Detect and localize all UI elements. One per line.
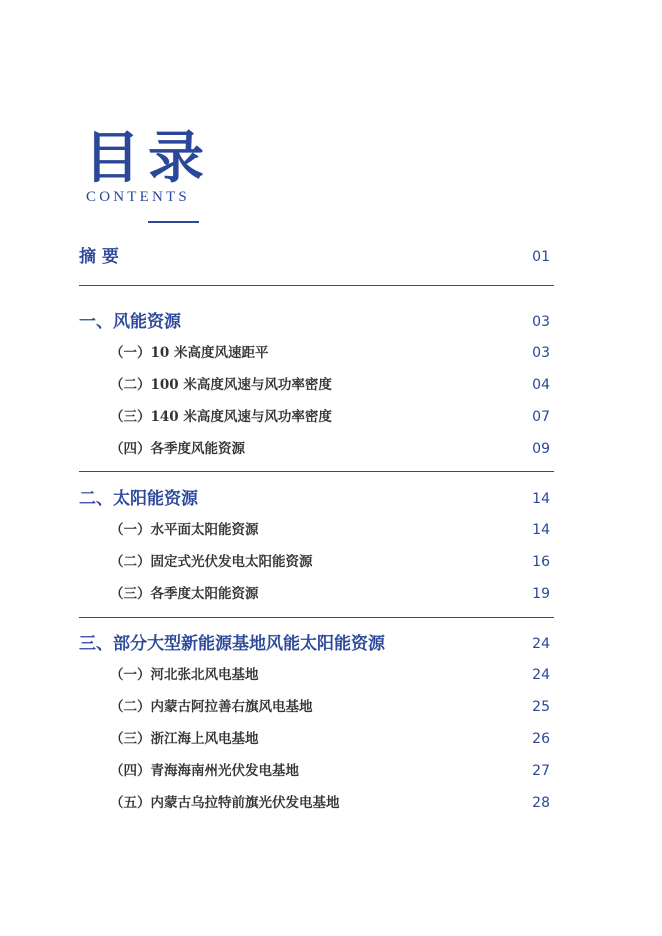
toc-page-number: 16 — [532, 554, 550, 570]
toc-item-label: （一）水平面太阳能资源 — [110, 522, 259, 538]
toc-item[interactable] — [79, 518, 550, 542]
toc-section-bases[interactable] — [79, 632, 550, 656]
toc-item-label: （三）浙江海上风电基地 — [110, 731, 259, 747]
title-underline — [148, 221, 199, 223]
toc-item[interactable] — [79, 437, 550, 461]
toc-item[interactable] — [79, 727, 550, 751]
toc-item[interactable] — [79, 791, 550, 815]
toc-page-number: 25 — [532, 699, 550, 715]
toc-page-number: 07 — [532, 409, 550, 425]
section-divider — [79, 285, 554, 286]
toc-item[interactable] — [79, 695, 550, 719]
toc-page-number: 04 — [532, 377, 550, 393]
toc-page-number: 14 — [532, 491, 550, 507]
toc-item-label: （二）固定式光伏发电太阳能资源 — [110, 554, 313, 570]
toc-page-number: 01 — [532, 249, 550, 265]
toc-section-wind[interactable] — [79, 310, 550, 334]
toc-item-label: （四）各季度风能资源 — [110, 441, 245, 457]
section-divider — [79, 471, 554, 472]
toc-item[interactable] — [79, 663, 550, 687]
toc-page-number: 09 — [532, 441, 550, 457]
toc-item[interactable] — [79, 405, 550, 429]
toc-page-number: 24 — [532, 667, 550, 683]
toc-item[interactable] — [79, 373, 550, 397]
toc-item[interactable] — [79, 582, 550, 606]
toc-item-label: （三）各季度太阳能资源 — [110, 586, 259, 602]
toc-entry-abstract[interactable] — [79, 245, 550, 269]
toc-page-number: 24 — [532, 636, 550, 652]
toc-page-number: 03 — [532, 314, 550, 330]
page-subtitle: CONTENTS — [86, 189, 190, 205]
toc-section-label: 三、部分大型新能源基地风能太阳能资源 — [79, 634, 385, 654]
toc-section-label: 一、风能资源 — [79, 312, 181, 332]
page-title: 目录 — [84, 125, 212, 191]
toc-item[interactable] — [79, 550, 550, 574]
toc-item-label: （二）100 米高度风速与风功率密度 — [110, 377, 332, 393]
toc-page-number: 03 — [532, 345, 550, 361]
toc-item-label: （五）内蒙古乌拉特前旗光伏发电基地 — [110, 795, 340, 811]
toc-item-label: （三）140 米高度风速与风功率密度 — [110, 409, 332, 425]
toc-item[interactable] — [79, 759, 550, 783]
toc-item-label: （一）10 米高度风速距平 — [110, 345, 269, 361]
section-divider — [79, 617, 554, 618]
toc-page-number: 26 — [532, 731, 550, 747]
toc-page-number: 14 — [532, 522, 550, 538]
toc-entry-label: 摘 要 — [79, 247, 119, 267]
toc-item-label: （四）青海海南州光伏发电基地 — [110, 763, 299, 779]
toc-section-label: 二、太阳能资源 — [79, 489, 198, 509]
toc-item[interactable] — [79, 341, 550, 365]
toc-item-label: （一）河北张北风电基地 — [110, 667, 259, 683]
toc-item-label: （二）内蒙古阿拉善右旗风电基地 — [110, 699, 313, 715]
toc-page-number: 28 — [532, 795, 550, 811]
toc-page-number: 27 — [532, 763, 550, 779]
toc-page-number: 19 — [532, 586, 550, 602]
toc-section-solar[interactable] — [79, 487, 550, 511]
